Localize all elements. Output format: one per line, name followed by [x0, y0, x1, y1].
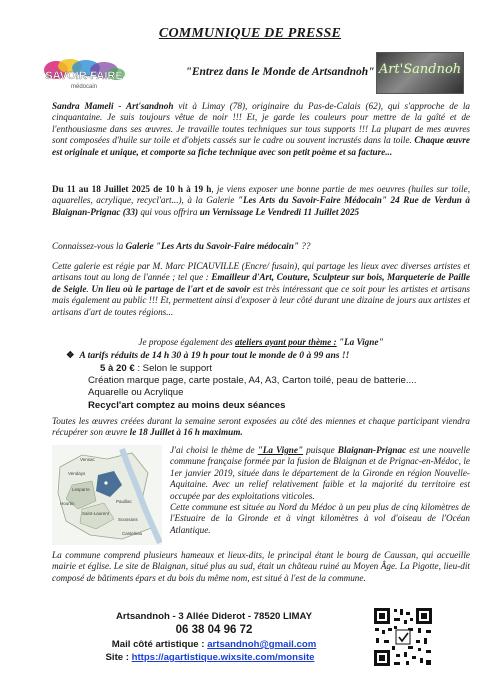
- svg-text:Hourtin: Hourtin: [60, 501, 75, 506]
- intro-paragraph: [52, 101, 470, 158]
- artworks-paragraph: [52, 416, 470, 439]
- theme-text-1: J'ai choisi le thème de: [170, 445, 258, 455]
- mail-link[interactable]: artsandnoh@gmail.com: [207, 639, 317, 650]
- theme-text-4: Cette commune est située au Nord du Médoc à un peu plus de cinq kilomètres de l'Estuaire de la Gironde et à vingt kilomètres à vol d'oiseau de l'Océan Atlantique.: [170, 502, 470, 535]
- site-label: Site :: [105, 652, 132, 663]
- workshops-media: Aquarelle ou Acrylique: [88, 387, 184, 399]
- theme-paragraph: [170, 445, 470, 536]
- svg-text:Lesparre: Lesparre: [72, 487, 90, 492]
- footer-address: Artsandnoh - 3 Allée Diderot - 78520 LIMAY: [115, 611, 312, 622]
- exhibition-paragraph: [52, 184, 470, 218]
- qr-code[interactable]: [372, 606, 434, 668]
- gallery-crafts: Emailleur d'Art, Couture, Sculpteur sur bois, Marqueterie de Paille de Seigle: [52, 272, 471, 294]
- footer-mail: [84, 639, 344, 650]
- svg-text:médocain: médocain: [70, 84, 98, 90]
- svg-text:Vendays: Vendays: [68, 471, 86, 476]
- gallery-text-1: Cette galerie est régie par M. Marc PICAUVILLE (Encre/ fusain), qui partage les lieux avec diverses artistes et artisans tout au long de l'année ; tel que :: [52, 261, 470, 283]
- mail-label: Mail côté artistique :: [111, 639, 208, 650]
- svg-text:SAVOIR-FAIRE: SAVOIR-FAIRE: [45, 70, 123, 82]
- site-link[interactable]: https://agartistique.wixsite.com/monsite: [131, 652, 315, 663]
- artworks-deadline: le 18 Juillet à 16 h maximum.: [129, 427, 243, 438]
- svg-text:Pauillac: Pauillac: [116, 499, 132, 504]
- artist-name: Sandra Mameli - Art'sandnoh: [52, 101, 174, 111]
- gallery-address: "Les Arts du Savoir-Faire Médocain" 24 Rue de Verdun à Blaignan-Prignac (33): [52, 195, 470, 217]
- svg-text:Vensac: Vensac: [80, 457, 95, 462]
- gallery-text-2: .: [86, 283, 92, 294]
- intro-text: vit à Limay (78), originaire du Pas-de-Calais (62), qui s'approche de la cinquantaine. Je suis toujours vêtue de noir !!! Et, je garde les couleurs pour mettre de la gaîté et de l'enthousiasme dans ses œuvres. Je travaille toutes techniques sur tous supports !!! La plupart de mes œuvres sont composées d'huile sur toile et d'objets cassés sur le cadre ou souvent incrustés dans la toile.: [52, 101, 470, 146]
- gallery-question: [52, 241, 470, 252]
- theme-place: Blaignan-Prignac: [337, 445, 407, 455]
- theme-name: "La Vigne": [257, 445, 304, 455]
- exhibition-text-2: qui vous offrira: [138, 206, 200, 217]
- workshops-details: [88, 363, 468, 412]
- gallery-text-3: est très intéressant que ce soit pour les artistes et artisans mais également au public !!! Et, permettent ainsi d'exposer à leur côté durant une dizaine de jours aux artistes et artisans d'art de toutes régions...: [52, 283, 470, 317]
- artsandnoh-logo: [376, 52, 464, 94]
- diamond-bullet-icon: ❖: [66, 350, 75, 361]
- commune-text: La commune comprend plusieurs hameaux et lieux-dits, le principal étant le bourg de Caussan, qui accueille mairie et église. Le site de Blaignan, situé plus au sud, était un château ruiné au Moyen Âge. La Pigotte, lieu-dit composé de bâtiments épars et du bois du même nom, est situé à l'est de la commune.: [52, 550, 470, 583]
- theme-text-3: est une nouvelle commune française formée par la fusion de Blaignan et de Prignac-en-Médoc, le 1er janvier 2019, située dans le département de la Gironde en région Nouvelle-Aquitaine. Avec un relief relativement faible et la majorité du territoire est occupée par des exploitations viticoles.: [170, 445, 470, 501]
- theme-text-2: puisque: [303, 445, 338, 455]
- workshops-rate: A tarifs réduits de 14 h 30 à 19 h pour tout le monde de 0 à 99 ans !!: [79, 350, 350, 361]
- exhibition-dates: Du 11 au 18 Juillet 2025 de 10 h à 19 h: [52, 184, 212, 194]
- workshops-intro-text: Je propose également des: [138, 337, 236, 347]
- gallery-paragraph: [52, 261, 470, 318]
- workshops-price: 5 à 20 €: [100, 363, 135, 374]
- page-subtitle: "Entrez dans le Monde de Artsandnoh": [185, 66, 375, 78]
- workshops-bullet: [66, 350, 466, 361]
- vernissage-date: un Vernissage Le Vendredi 11 Juillet 2025: [199, 206, 360, 217]
- workshops-price-line: [88, 363, 468, 375]
- svg-text:Castelnau: Castelnau: [122, 531, 143, 536]
- region-map: [52, 445, 162, 545]
- footer-site: [60, 652, 360, 663]
- intro-bold: Chaque œuvre est originale et unique, et comporte sa fiche technique avec son petit poème et sa facture...: [52, 135, 470, 157]
- svg-text:Soussans: Soussans: [118, 517, 138, 522]
- savoir-faire-logo: [42, 58, 126, 92]
- workshops-theme: "La Vigne": [336, 337, 384, 347]
- workshops-price-suffix: : Selon le support: [134, 363, 213, 374]
- footer-phone[interactable]: 06 38 04 96 72: [175, 624, 253, 636]
- artsandnoh-logo-text: Art'Sandnoh: [378, 62, 462, 77]
- page-title: COMMUNIQUE DE PRESSE: [158, 26, 342, 41]
- workshops-intro: [52, 337, 470, 348]
- workshops-label: ateliers ayant pour thème :: [235, 337, 337, 347]
- exhibition-text-1: , je viens exposer une bonne partie de mes oeuvres (huiles sur toile, aquarelles, acrylique, recycl'art...), à la Galerie: [52, 184, 470, 206]
- commune-paragraph: [52, 550, 470, 584]
- question-gallery: Galerie "Les Arts du Savoir-Faire médocain": [125, 241, 299, 251]
- workshops-items: Création marque page, carte postale, A4, A3, Carton toilé, peau de batterie....: [88, 375, 417, 387]
- artworks-text: Toutes les œuvres créées durant la semaine seront exposées au côté des miennes et chaque participant viendra récupérer son œuvre: [52, 416, 470, 438]
- question-suffix: ??: [298, 241, 311, 251]
- question-prefix: Connaissez-vous la: [52, 241, 126, 251]
- svg-text:Saint-Laurent: Saint-Laurent: [82, 511, 110, 516]
- workshops-recycl: Recycl'art comptez au moins deux séances: [88, 399, 286, 411]
- gallery-bold: Un lieu où le partage de l'art et de savoir: [91, 283, 251, 294]
